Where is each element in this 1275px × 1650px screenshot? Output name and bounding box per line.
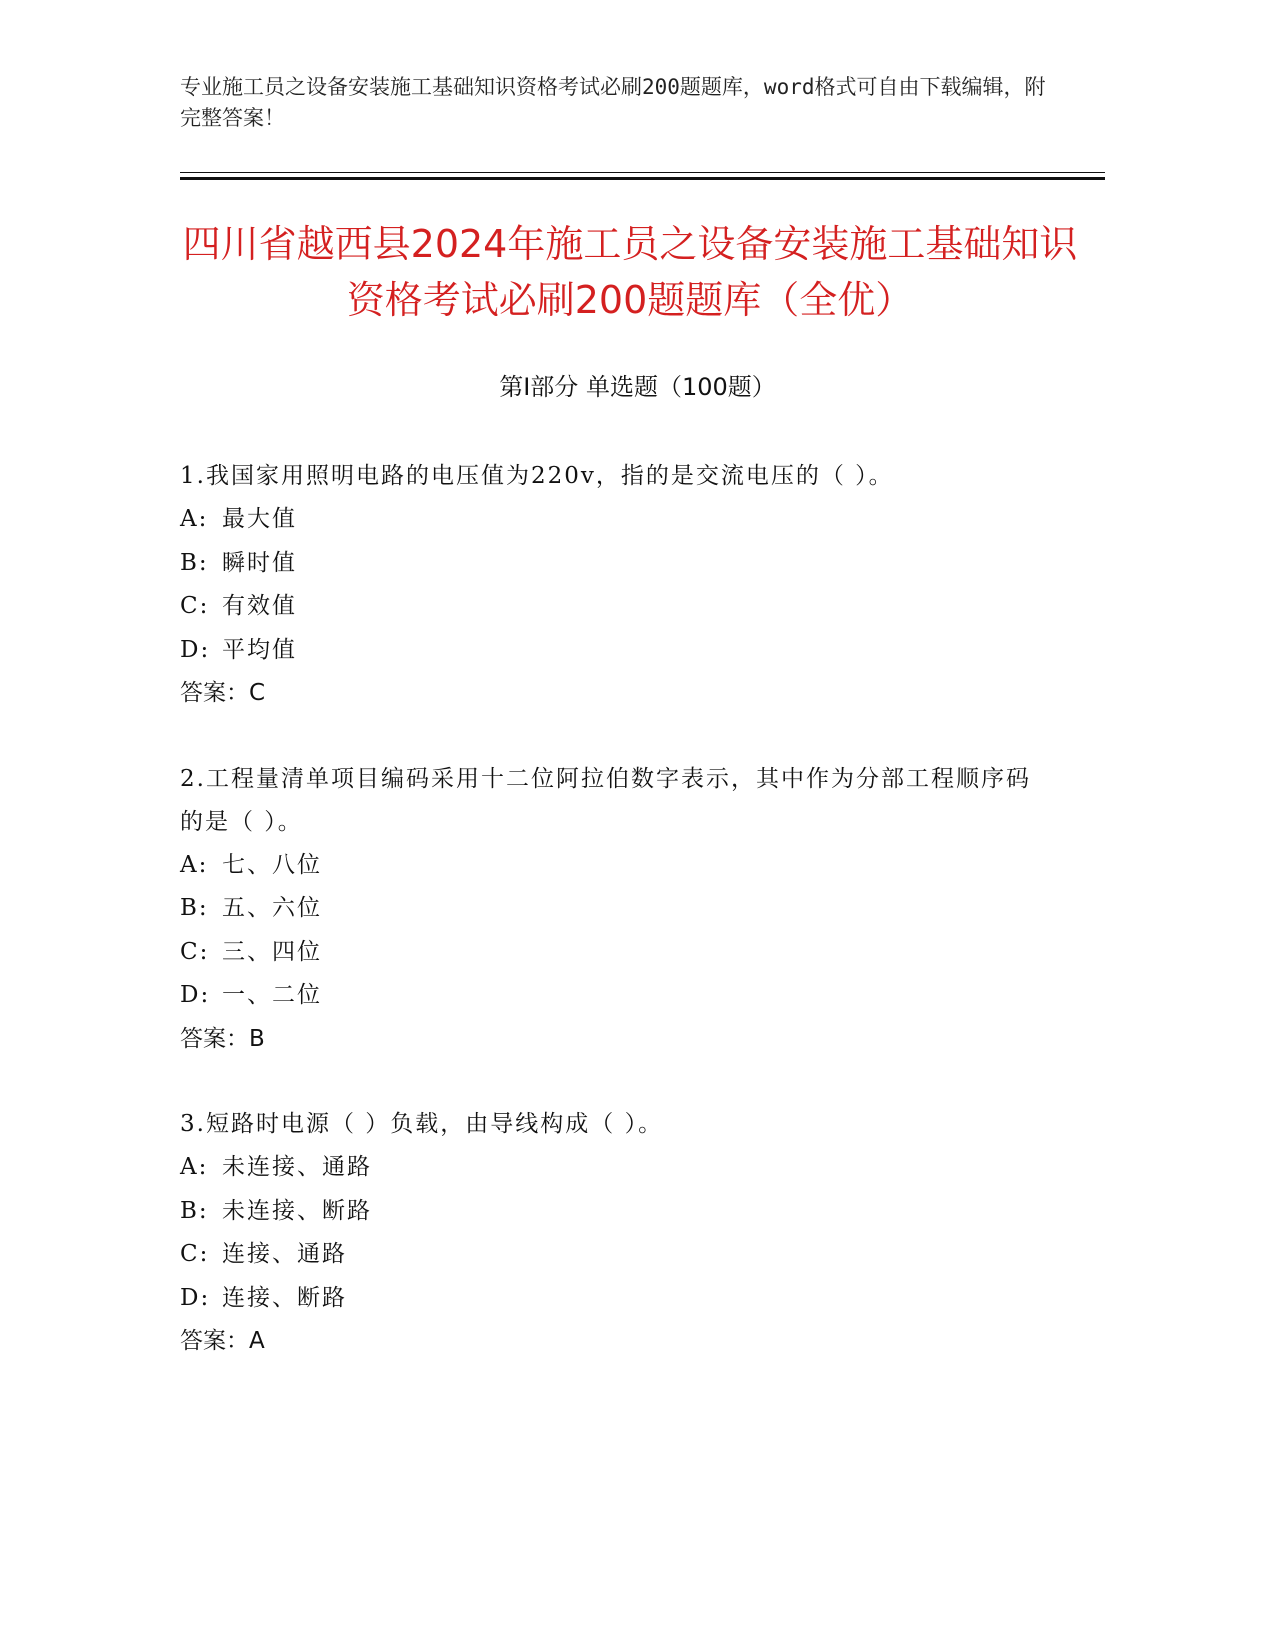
option-b [180,542,1040,586]
option-d [180,1277,1040,1321]
option-text: 未连接、通路 [222,1154,372,1180]
option-letter: B: [180,549,209,576]
option-letter: A: [180,506,209,532]
option-text: 最大值 [222,506,297,532]
header-note: 专业施工员之设备安装施工基础知识资格考试必刷200题题库，word格式可自由下载编辑，附完整答案！ [180,75,1046,130]
question-2 [180,758,1040,1062]
question-stem: 2.工程量清单项目编码采用十二位阿拉伯数字表示，其中作为分部工程顺序码的是（ ）。 [180,765,1031,835]
option-text: 五、六位 [222,895,322,921]
option-letter: D: [180,636,211,663]
option-a [180,1146,1040,1190]
header-divider-thick [180,177,1105,180]
option-letter: C: [180,938,210,965]
document-title: 四川省越西县2024年施工员之设备安装施工基础知识资格考试必刷200题题库（全优） [182,222,1078,322]
option-letter: A: [180,851,209,878]
option-letter: C: [180,593,210,619]
option-letter: D: [180,1284,211,1311]
question-stem: 1.我国家用照明电路的电压值为220v，指的是交流电压的（ ）。 [180,463,894,489]
option-text: 瞬时值 [222,549,297,576]
option-d [180,629,1040,673]
option-c [180,931,1040,975]
option-letter: C: [180,1241,210,1267]
option-text: 有效值 [222,593,297,619]
option-d [180,974,1040,1018]
option-text: 未连接、断路 [222,1197,372,1224]
option-letter: B: [180,1197,209,1224]
option-text: 连接、通路 [222,1241,347,1267]
answer-line: 答案：A [180,1328,265,1354]
answer-line: 答案：C [180,680,266,706]
option-text: 平均值 [222,636,297,663]
option-b [180,887,1040,931]
answer-line: 答案：B [180,1025,265,1052]
option-text: 七、八位 [222,851,322,878]
option-text: 连接、断路 [222,1284,347,1311]
question-1 [180,455,1040,716]
question-list [180,455,1040,1406]
option-text: 三、四位 [222,938,322,965]
header-divider-thin [180,172,1105,173]
option-letter: A: [180,1154,209,1180]
question-3 [180,1103,1040,1364]
option-text: 一、二位 [222,982,322,1008]
question-stem: 3.短路时电源（ ）负载，由导线构成（ ）。 [180,1111,664,1137]
option-c [180,1233,1040,1277]
option-b [180,1190,1040,1234]
option-letter: B: [180,895,209,921]
option-a [180,498,1040,542]
option-a [180,844,1040,888]
section-title: 第Ⅰ部分 单选题（100题） [499,373,776,401]
option-c [180,585,1040,629]
option-letter: D: [180,982,211,1008]
